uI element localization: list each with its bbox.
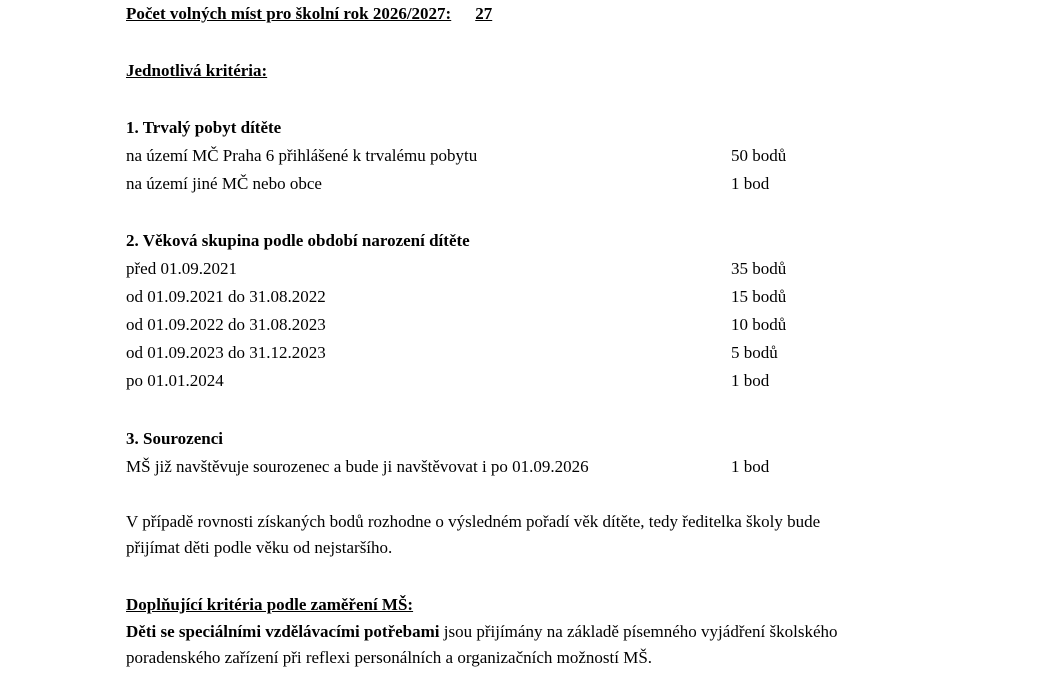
criteria-heading: Jednotlivá kritéria: bbox=[126, 61, 268, 80]
tie-break-paragraph bbox=[126, 509, 946, 561]
additional-criteria-paragraph bbox=[126, 619, 946, 671]
criteria-row-points: 10 bodů bbox=[731, 315, 787, 334]
criteria-row-label: MŠ již navštěvuje sourozenec a bude ji navštěvovat i po 01.09.2026 bbox=[126, 457, 589, 476]
criteria-row-label: na území jiné MČ nebo obce bbox=[126, 174, 322, 193]
capacity-line bbox=[126, 5, 492, 22]
criteria-row-points: 5 bodů bbox=[731, 343, 778, 362]
criteria-row-label: na území MČ Praha 6 přihlášené k trvalému pobytu bbox=[126, 146, 478, 165]
criteria-row-points: 15 bodů bbox=[731, 287, 787, 306]
section-title: 3. Sourozenci bbox=[126, 429, 223, 448]
criteria-row-label: od 01.09.2023 do 31.12.2023 bbox=[126, 343, 326, 362]
capacity-label: Počet volných míst pro školní rok 2026/2027: bbox=[126, 4, 452, 23]
additional-criteria-line bbox=[126, 619, 946, 645]
additional-criteria-line: poradenského zařízení při reflexi personálních a organizačních možností MŠ. bbox=[126, 648, 653, 667]
criteria-row-label: po 01.01.2024 bbox=[126, 371, 224, 390]
criteria-row-label: od 01.09.2021 do 31.08.2022 bbox=[126, 287, 326, 306]
section-title: 2. Věková skupina podle období narození dítěte bbox=[126, 231, 470, 250]
tie-break-line: přijímat děti podle věku od nejstaršího. bbox=[126, 538, 393, 557]
additional-criteria-heading: Doplňující kritéria podle zaměření MŠ: bbox=[126, 595, 414, 614]
tie-break-line: V případě rovnosti získaných bodů rozhodne o výsledném pořadí věk dítěte, tedy ředitelka školy bude bbox=[126, 512, 821, 531]
criteria-row-points: 1 bod bbox=[731, 457, 770, 476]
criteria-row-label: před 01.09.2021 bbox=[126, 259, 237, 278]
capacity-value: 27 bbox=[475, 4, 493, 23]
criteria-row-points: 1 bod bbox=[731, 174, 770, 193]
criteria-row-label: od 01.09.2022 do 31.08.2023 bbox=[126, 315, 326, 334]
special-needs-lead: Děti se speciálními vzdělávacími potřebami bbox=[126, 622, 440, 641]
criteria-row-points: 50 bodů bbox=[731, 146, 787, 165]
criteria-row-points: 35 bodů bbox=[731, 259, 787, 278]
section-title: 1. Trvalý pobyt dítěte bbox=[126, 118, 282, 137]
criteria-row-points: 1 bod bbox=[731, 371, 770, 390]
additional-criteria-text: jsou přijímány na základě písemného vyjádření školského bbox=[439, 622, 838, 641]
